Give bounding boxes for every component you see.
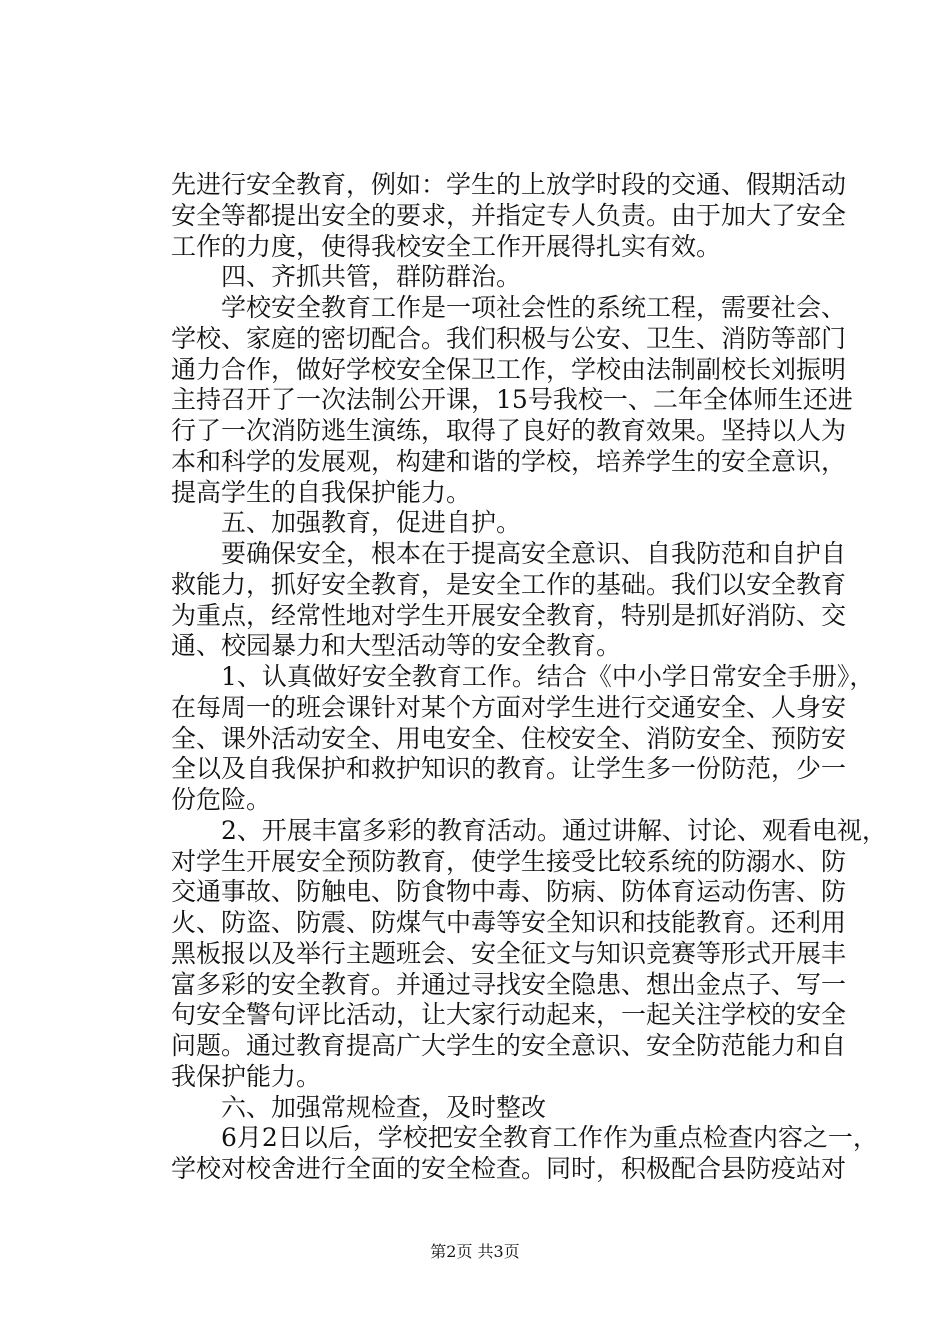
text-line: 安全等都提出安全的要求，并指定专人负责。由于加大了安全	[171, 200, 847, 230]
text-line: 提高学生的自我保护能力。	[171, 477, 472, 507]
text-line: 6月2日以后，学校把安全教育工作作为重点检查内容之一，	[171, 1123, 878, 1153]
text-line: 1、认真做好安全教育工作。结合《中小学日常安全手册》，	[171, 662, 875, 691]
text-line: 交通事故、防触电、防食物中毒、防病、防体育运动伤害、防	[171, 877, 847, 907]
text-line: 句安全警句评比活动，让大家行动起来，一起关注学校的安全	[171, 1000, 847, 1030]
text-line: 对学生开展安全预防教育，使学生接受比较系统的防溺水、防	[171, 846, 847, 876]
text-line: 全、课外活动安全、用电安全、住校安全、消防安全、预防安	[171, 723, 847, 753]
text-line: 行了一次消防逃生演练，取得了良好的教育效果。坚持以人为	[171, 416, 847, 445]
text-line: 全以及自我保护和救护知识的教育。让学生多一份防范，少一	[171, 754, 847, 784]
text-line: 火、防盗、防震、防煤气中毒等安全知识和技能教育。还利用	[171, 908, 847, 937]
text-line: 问题。通过教育提高广大学生的安全意识、安全防范能力和自	[171, 1031, 847, 1060]
text-line: 先进行安全教育，例如：学生的上放学时段的交通、假期活动	[171, 170, 847, 199]
text-line: 我保护能力。	[171, 1061, 322, 1091]
text-line: 六、加强常规检查，及时整改	[171, 1092, 547, 1122]
text-line: 为重点，经常性地对学生开展安全教育，特别是抓好消防、交	[171, 600, 847, 630]
text-line: 份危险。	[171, 785, 272, 814]
text-line: 要确保安全，根本在于提高安全意识、自我防范和自护自	[171, 539, 847, 568]
text-line: 学校对校舍进行全面的安全检查。同时，积极配合县防疫站对	[171, 1154, 847, 1183]
text-line: 2、开展丰富多彩的教育活动。通过讲解、讨论、观看电视，	[171, 815, 887, 845]
text-line: 五、加强教育，促进自护。	[171, 508, 522, 538]
text-line: 通、校园暴力和大型活动等的安全教育。	[171, 631, 622, 661]
page-footer: 第2页 共3页	[430, 1242, 520, 1261]
text-line: 救能力，抓好安全教育，是安全工作的基础。我们以安全教育	[171, 569, 847, 599]
text-line: 学校、家庭的密切配合。我们积极与公安、卫生、消防等部门	[171, 323, 847, 353]
text-line: 黑板报以及举行主题班会、安全征文与知识竞赛等形式开展丰	[171, 938, 847, 968]
text-line: 在每周一的班会课针对某个方面对学生进行交通安全、人身安	[171, 692, 847, 722]
text-line: 学校安全教育工作是一项社会性的系统工程，需要社会、	[171, 293, 847, 322]
text-line: 富多彩的安全教育。并通过寻找安全隐患、想出金点子、写一	[171, 969, 847, 999]
text-line: 主持召开了一次法制公开课，15号我校一、二年全体师生还进	[171, 385, 853, 415]
text-line: 工作的力度，使得我校安全工作开展得扎实有效。	[171, 231, 722, 261]
text-line: 通力合作，做好学校安全保卫工作，学校由法制副校长刘振明	[171, 354, 847, 384]
text-line: 四、齐抓共管，群防群治。	[171, 262, 522, 292]
text-line: 本和科学的发展观，构建和谐的学校，培养学生的安全意识，	[171, 446, 847, 476]
